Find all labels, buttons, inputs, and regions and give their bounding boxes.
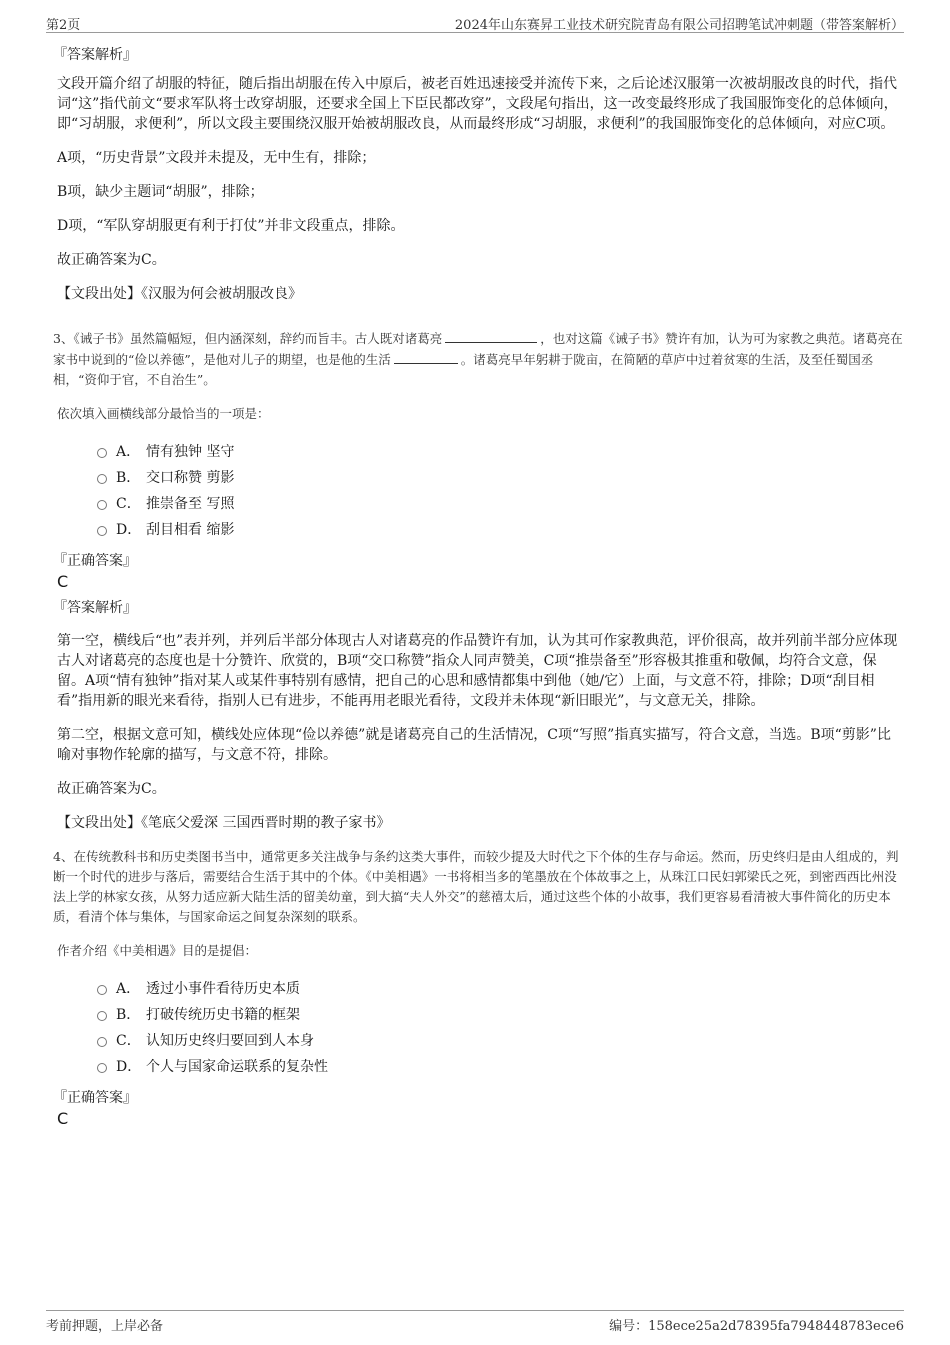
fill-blank-2 xyxy=(394,349,458,364)
radio-button-icon[interactable] xyxy=(97,500,107,510)
option-d[interactable]: D． 刮目相看 缩影 xyxy=(97,516,904,542)
option-b[interactable]: B． 交口称赞 剪影 xyxy=(97,464,904,490)
radio-button-icon[interactable] xyxy=(97,1011,107,1021)
analysis-option-b: B项，缺少主题词“胡服”，排除； xyxy=(57,184,264,200)
analysis-tag: 『答案解析』 xyxy=(53,600,137,616)
analysis-paragraph-2: 第二空，根据文意可知，横线处应体现“俭以养德”就是诸葛亮自己的生活情况，C项“写照”指真实描写，符合文意，当选。B项“剪影”比喻对事物作轮廓的描写，与文意不符，排除。 xyxy=(57,727,891,763)
option-b[interactable]: B． 打破传统历史书籍的框架 xyxy=(97,1001,904,1027)
radio-button-icon[interactable] xyxy=(97,448,107,458)
option-c[interactable]: C． 认知历史终归要回到人本身 xyxy=(97,1027,904,1053)
option-a[interactable]: A． 透过小事件看待历史本质 xyxy=(97,975,904,1001)
radio-button-icon[interactable] xyxy=(97,526,107,536)
analysis-tag: 『答案解析』 xyxy=(53,47,137,63)
radio-button-icon[interactable] xyxy=(97,1037,107,1047)
question-4-text: 4、在传统教科书和历史类图书当中，通常更多关注战争与条约这类大事件，而较少提及大时代之下个体的生存与命运。然而，历史终归是由人组成的，判断一个时代的进步与落后，需要结合生活于其中的个体。《中美相遇》一书将相当多的笔墨放在个体故事之上，从珠江口民妇郭梁氏之死，到密西西比州没法上学的林家女孩，从努力适应新大陆生活的留美幼童，到大搞“夫人外交”的慈禧太后，通过这些个体的小故事，我们更容易看清被大事件简化的历史本质，看清个体与集体，与国家命运之间复杂深刻的联系。 xyxy=(53,849,899,924)
question-4-prompt: 作者介绍《中美相遇》目的是提倡： xyxy=(57,943,258,958)
correct-answer: C xyxy=(57,1109,69,1128)
page-number: 第2页 xyxy=(46,18,81,33)
fill-blank-1 xyxy=(445,328,537,343)
correct-answer-tag: 『正确答案』 xyxy=(53,553,137,569)
footer-slogan: 考前押题，上岸必备 xyxy=(46,1319,164,1334)
option-a[interactable]: A． 情有独钟 坚守 xyxy=(97,438,904,464)
question-3-options xyxy=(97,438,904,542)
radio-button-icon[interactable] xyxy=(97,1063,107,1073)
analysis-option-d: D项，“军队穿胡服更有利于打仗”并非文段重点，排除。 xyxy=(57,218,405,234)
radio-button-icon[interactable] xyxy=(97,985,107,995)
document-id: 编号：158ece25a2d78395fa7948448783ece6 xyxy=(609,1319,904,1334)
conclusion: 故正确答案为C。 xyxy=(57,252,166,268)
correct-answer: C xyxy=(57,572,69,591)
option-c[interactable]: C． 推崇备至 写照 xyxy=(97,490,904,516)
option-d[interactable]: D． 个人与国家命运联系的复杂性 xyxy=(97,1053,904,1079)
correct-answer-tag: 『正确答案』 xyxy=(53,1090,137,1106)
question-3-text: 3、《诫子书》虽然篇幅短，但内涵深刻，辞约而旨丰。古人既对诸葛亮 ，也对这篇《诫子书》赞许有加，认为可为家教之典范。诸葛亮在家书中说到的“俭以养德”，是他对儿子的期望，也是他的生活 。诸葛亮早年躬耕于陇亩，在简陋的草庐中过着贫寒的生活，及至任蜀国丞相，“资仰于官，不自治生”。 xyxy=(53,328,904,390)
radio-button-icon[interactable] xyxy=(97,474,107,484)
page-header xyxy=(46,12,904,33)
question-3-prompt: 依次填入画横线部分最恰当的一项是： xyxy=(57,406,270,421)
analysis-paragraph-1: 第一空，横线后“也”表并列，并列后半部分体现古人对诸葛亮的作品赞许有加，认为其可作家教典范，评价很高，故并列前半部分应体现古人对诸葛亮的态度也是十分赞许、欣赏的，B项“交口称赞”指众人同声赞美，C项“推崇备至”形容极其推重和敬佩，均符合文意，保留。A项“情有独钟”指对某人或某件事特别有感情，把自己的心思和感情都集中到他（她/它）上面，与文意不符，排除；D项“刮目相看”指用新的眼光来看待，指别人已有进步，不能再用老眼光看待，文段并未体现“新旧眼光”，与文意无关，排除。 xyxy=(57,633,898,709)
source-citation: 【文段出处】《笔底父爱深 三国西晋时期的教子家书》 xyxy=(57,815,391,831)
document-title: 2024年山东赛昇工业技术研究院青岛有限公司招聘笔试冲刺题（带答案解析） xyxy=(454,18,904,33)
conclusion: 故正确答案为C。 xyxy=(57,781,166,797)
question-4-options xyxy=(97,975,904,1079)
main-content xyxy=(53,44,904,1134)
source-citation: 【文段出处】《汉服为何会被胡服改良》 xyxy=(57,286,302,302)
analysis-option-a: A项，“历史背景”文段并未提及，无中生有，排除； xyxy=(57,150,376,166)
page-footer xyxy=(46,1310,904,1335)
analysis-paragraph: 文段开篇介绍了胡服的特征，随后指出胡服在传入中原后，被老百姓迅速接受并流传下来，之后论述汉服第一次被胡服改良的时代，指代词“这”指代前文“要求军队将士改穿胡服，还要求全国上下臣民都改穿”，文段尾句指出，这一改变最终形成了我国服饰变化的总体倾向，即“习胡服，求便利”，所以文段主要围绕汉服开始被胡服改良，从而最终形成“习胡服，求便利”的我国服饰变化的总体倾向，对应C项。 xyxy=(57,76,898,132)
